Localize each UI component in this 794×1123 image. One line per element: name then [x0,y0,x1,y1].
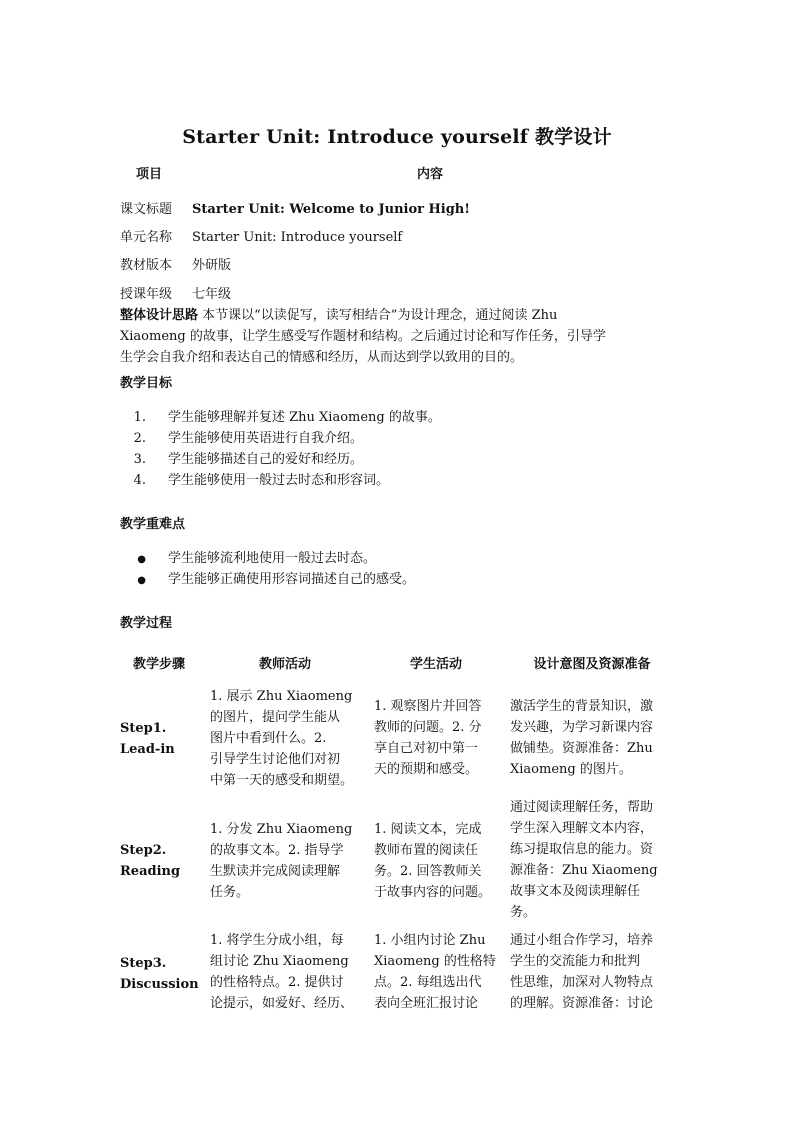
process-heading: 教学过程 [120,616,173,631]
goals-heading: 教学目标 [120,376,173,391]
cell-line: 点。2. 每组选出代 [374,975,482,990]
info-key: 课文标题 [120,202,173,217]
list-item [120,428,441,449]
cell-line: 1. 观察图片并回答 [374,699,482,714]
list-item-text: 学生能够使用一般过去时态和形容词。 [168,473,390,488]
table-cell-teacher [210,930,353,1014]
cell-line: 生默读并完成阅读理解 [210,864,341,879]
step-name: Lead-in [120,742,175,757]
bullet-icon: ● [137,575,146,586]
key-points-heading: 教学重难点 [120,517,186,532]
cell-line: 做铺垫。资源准备：Zhu [510,741,653,756]
design-idea-label: 整体设计思路 [120,308,199,323]
cell-line: 源准备：Zhu Xiaomeng [510,863,658,878]
cell-line: 练习提取信息的能力。资 [510,842,654,857]
list-item [120,548,415,569]
cell-line: 务。 [510,905,537,920]
column-header-student: 学生活动 [409,657,462,672]
cell-line: 的性格特点。2. 提供讨 [210,975,344,990]
table-cell-student [374,696,482,780]
design-idea-line: 生学会自我介绍和表达自己的情感和经历，从而达到学以致用的目的。 [120,350,524,365]
cell-line: 天的预期和感受。 [374,762,479,777]
list-number: 1. [133,410,146,425]
cell-line: 1. 展示 Zhu Xiaomeng [210,689,353,704]
cell-line: 的图片，提问学生能从 [210,710,341,725]
cell-line: 享自己对初中第一 [374,741,479,756]
cell-line: 学生的交流能力和批判 [510,954,641,969]
design-idea-line: Xiaomeng 的故事，让学生感受写作题材和结构。之后通过讨论和写作任务，引导学 [120,329,606,344]
info-row-textbook-version [120,254,231,273]
cell-line: 引导学生讨论他们对初 [210,752,341,767]
list-item-text: 学生能够描述自己的爱好和经历。 [168,452,364,467]
table-cell-student [374,930,496,1014]
cell-line: 教师的问题。2. 分 [374,720,482,735]
list-item-text: 学生能够流利地使用一般过去时态。 [168,551,377,566]
info-key: 教材版本 [120,258,173,273]
cell-line: 于故事内容的问题。 [374,885,492,900]
step-number: Step3. [120,956,167,971]
cell-line: Xiaomeng 的图片。 [510,762,632,777]
table-cell-intent [510,696,653,780]
goals-list [120,407,441,491]
list-item-text: 学生能够理解并复述 Zhu Xiaomeng 的故事。 [168,410,441,425]
info-row-grade [120,283,231,302]
cell-line: 1. 将学生分成小组，每 [210,933,344,948]
info-row-unit-name [120,226,402,245]
cell-line: 1. 阅读文本，完成 [374,822,482,837]
table-row-step [120,840,180,882]
list-number: 4. [133,473,146,488]
cell-line: 故事文本及阅读理解任 [510,884,641,899]
cell-line: 图片中看到什么。2. [210,731,327,746]
cell-line: 任务。 [210,885,250,900]
cell-line: 的故事文本。2. 指导学 [210,843,344,858]
cell-line: 激活学生的背景知识，激 [510,699,654,714]
list-item-text: 学生能够使用英语进行自我介绍。 [168,431,364,446]
cell-line: 性思维，加深对人物特点 [510,975,654,990]
bullet-icon: ● [137,554,146,565]
step-number: Step1. [120,721,167,736]
list-item [120,470,441,491]
info-row-lesson-title [120,198,470,217]
cell-line: 发兴趣，为学习新课内容 [510,720,654,735]
cell-line: 1. 分发 Zhu Xiaomeng [210,822,353,837]
step-name: Reading [120,864,181,879]
list-number: 2. [133,431,146,446]
list-number: 3. [133,452,146,467]
cell-line: 务。2. 回答教师关 [374,864,482,879]
column-header-teacher: 教师活动 [258,657,311,672]
table-cell-teacher [210,819,352,903]
cell-line: 学生深入理解文本内容， [510,821,654,836]
step-name: Discussion [120,977,199,992]
key-points-list [120,548,415,590]
cell-line: 论提示，如爱好、经历、 [210,996,354,1011]
list-item [120,407,441,428]
column-header-step: 教学步骤 [132,657,185,672]
table-cell-intent [510,797,658,923]
header-item-label: 项目 [136,167,163,182]
info-value: Starter Unit: Introduce yourself [192,230,403,245]
cell-line: 1. 小组内讨论 Zhu [374,933,486,948]
cell-line: 的理解。资源准备：讨论 [510,996,654,1011]
list-item [120,449,441,470]
info-key: 单元名称 [120,230,173,245]
page-title: Starter Unit: Introduce yourself 教学设计 [182,126,612,148]
cell-line: 中第一天的感受和期望。 [210,773,354,788]
table-cell-student [374,819,491,903]
table-cell-teacher [210,686,353,791]
cell-line: 通过阅读理解任务，帮助 [510,800,654,815]
table-cell-intent [510,930,653,1014]
info-value: Starter Unit: Welcome to Junior High! [192,202,470,217]
cell-line: Xiaomeng 的性格特 [374,954,496,969]
table-row-step [120,953,199,995]
table-row-step [120,718,175,760]
list-item [120,569,415,590]
cell-line: 通过小组合作学习，培养 [510,933,654,948]
info-key: 授课年级 [120,287,173,302]
cell-line: 组讨论 Zhu Xiaomeng [210,954,349,969]
design-idea-paragraph [120,305,680,368]
info-value: 外研版 [192,258,232,273]
cell-line: 教师布置的阅读任 [374,843,479,858]
info-value: 七年级 [192,287,232,302]
list-item-text: 学生能够正确使用形容词描述自己的感受。 [168,572,416,587]
step-number: Step2. [120,843,167,858]
column-header-intent: 设计意图及资源准备 [533,657,651,672]
design-idea-line: 本节课以“以读促写，读写相结合”为设计理念，通过阅读 Zhu [198,308,558,323]
header-content-label: 内容 [417,167,444,182]
cell-line: 表向全班汇报讨论 [374,996,479,1011]
